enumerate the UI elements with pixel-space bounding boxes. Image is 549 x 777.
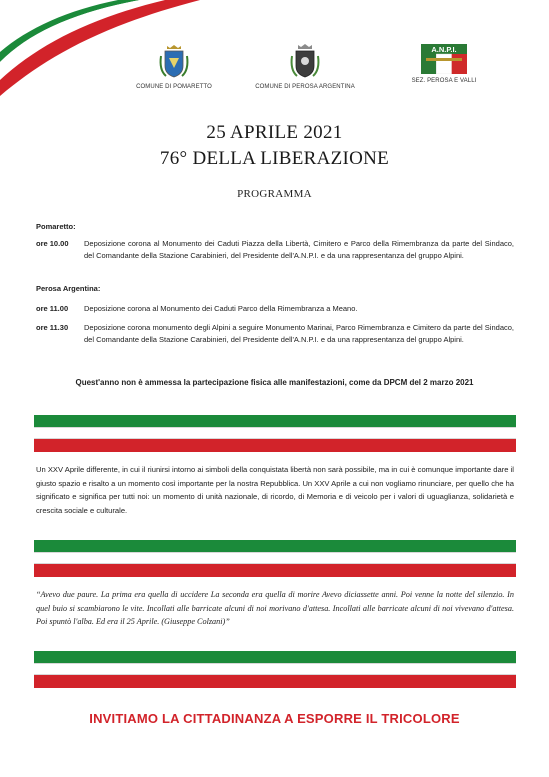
logo-caption: SEZ. PEROSA E VALLI	[411, 78, 477, 84]
tricolor-band	[34, 540, 516, 577]
event-time: ore 11.30	[36, 323, 69, 332]
event-date-title: 25 APRILE 2021	[206, 122, 343, 143]
logo-perosa-argentina	[250, 44, 360, 90]
event-time: ore 11.00	[36, 304, 69, 313]
program-row	[36, 322, 514, 346]
logo-caption: COMUNE DI POMARETTO	[136, 84, 212, 90]
program-row	[36, 238, 514, 262]
logo-anpi	[408, 44, 480, 84]
footer-call-to-action: INVITIAMO LA CITTADINANZA A ESPORRE IL TRICOLORE	[89, 711, 460, 726]
program-row	[36, 303, 514, 315]
tricolor-band	[34, 415, 516, 452]
notice-text: Quest'anno non è ammessa la partecipazione fisica alle manifestazioni, come da DPCM del 2 marzo 2021	[75, 378, 474, 387]
event-description: Deposizione corona al Monumento dei Caduti Parco della Rimembranza a Meano.	[84, 304, 358, 313]
perosa-argentina-coat-of-arms-icon	[288, 44, 322, 80]
event-description: Deposizione corona monumento degli Alpini a seguire Monumento Marinai, Parco Rimembranza e Cimitero da parte del Sindaco, del Comandante della Stazione Carabinieri, del Presidente dell'A.N.P.I. e da una rappresentanza del gruppo Alpini.	[84, 323, 514, 345]
event-description: Deposizione corona al Monumento dei Caduti Piazza della Libertà, Cimitero e Parco della Rimembranza da parte del Sindaco, del Comandante della Stazione Carabinieri, del Presidente dell'A.N.P.I. e da una rappresentanza del gruppo Alpini.	[84, 239, 514, 261]
anpi-flag-logo-icon	[421, 44, 467, 74]
tricolor-band	[34, 651, 516, 688]
section-place-perosa: Perosa Argentina:	[36, 284, 101, 293]
pomaretto-coat-of-arms-icon	[157, 44, 191, 80]
logo-row	[0, 44, 549, 104]
section-place-pomaretto: Pomaretto:	[36, 222, 76, 231]
logo-caption: COMUNE DI PEROSA ARGENTINA	[255, 84, 355, 90]
program-heading: PROGRAMMA	[237, 188, 312, 200]
intro-paragraph: Un XXV Aprile differente, in cui il riunirsi intorno ai simboli della conquistata libertà non sarà possibile, ma in cui è comunque importante dare il giusto spazio e risalto a un momento così importante per la nostra Repubblica. Un XXV Aprile a cui non vogliamo rinunciare, per quello che ha significato e significa per tutti noi: un momento di unità nazionale, di ricordo, di Memoria e di veicolo per i valori di uguaglianza, solidarietà e crescita sociale e culturale.	[36, 465, 514, 515]
logo-pomaretto	[128, 44, 220, 90]
event-time: ore 10.00	[36, 239, 69, 248]
anpi-banner-text: A.N.P.I.	[431, 45, 457, 54]
colzani-quote: “Avevo due paure. La prima era quella di uccidere La seconda era quella di morire Avevo diciassette anni. Poi venne la notte del silenzio. In quel buio si scambiarono le vite. Incollati alle barricate alcuni di noi morivano d'attesa. Incollati alle barricate alcuni di noi vivevano d'attesa. Poi spuntò l'alba. Ed era il 25 Aprile. (Giuseppe Colzani)”	[36, 590, 514, 627]
event-subtitle: 76° DELLA LIBERAZIONE	[159, 148, 390, 169]
